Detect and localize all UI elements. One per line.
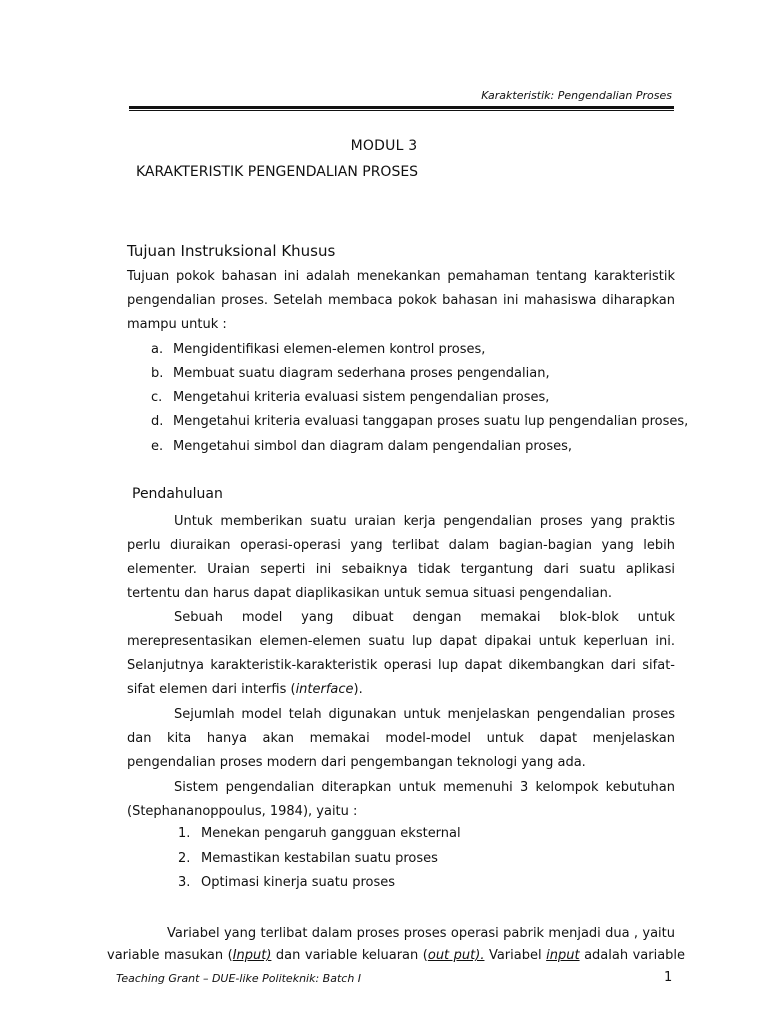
intro-paragraph-4: Sistem pengendalian diterapkan untuk memenuhi 3 kelompok kebutuhan (Stephananoppoulus, 1984), yaitu :	[127, 780, 675, 819]
italic-term: input	[546, 948, 580, 963]
list-text: Memastikan kestabilan suatu proses	[201, 851, 438, 866]
tik-intro: Tujuan pokok bahasan ini adalah menekankan pemahaman tentang karakteristik pengendalian proses. Setelah membaca pokok bahasan ini mahasiswa diharapkan mampu untuk :	[127, 269, 675, 332]
running-header: Karakteristik: Pengendalian Proses	[481, 89, 672, 102]
italic-term: out put).	[427, 948, 485, 963]
list-marker: d.	[151, 414, 164, 429]
list-text: Mengidentifikasi elemen-elemen kontrol proses,	[173, 342, 486, 357]
list-marker: b.	[151, 366, 164, 381]
list-marker: 1.	[178, 826, 191, 841]
paragraph-text: ).	[353, 682, 363, 697]
module-label: MODUL 3	[350, 138, 418, 154]
list-text: Mengetahui kriteria evaluasi tanggapan proses suatu lup pengendalian proses,	[173, 414, 689, 429]
intro-paragraph-2	[127, 606, 675, 702]
footer-text: Teaching Grant – DUE-like Politeknik: Batch I	[116, 972, 362, 985]
intro-paragraph-3: Sejumlah model telah digunakan untuk menjelaskan pengendalian proses dan kita hanya akan memakai model-model untuk dapat menjelaskan pengendalian proses modern dari pengembangan teknologi yang ada.	[127, 707, 675, 770]
paragraph-text: Sebuah model yang dibuat dengan memakai blok-blok untuk merepresentasikan elemen-elemen suatu lup dapat dipakai untuk keperluan ini. Selanjutnya karakteristik-karakteristik operasi lup dapat dikembangkan dari sifat-sifat elemen dari interfis (	[127, 610, 675, 697]
intro-paragraph-6	[107, 944, 685, 968]
tik-heading: Tujuan Instruksional Khusus	[127, 242, 336, 260]
list-marker: 2.	[178, 851, 191, 866]
header-rule	[129, 106, 674, 111]
paragraph-text: adalah variable	[579, 948, 686, 963]
list-marker: 3.	[178, 875, 191, 890]
paragraph-text: dan variable keluaran (	[271, 948, 428, 963]
paragraph-text: Variabel	[484, 948, 547, 963]
list-text: Menekan pengaruh gangguan eksternal	[201, 826, 461, 841]
italic-term: Input)	[232, 948, 272, 963]
italic-term: interface	[295, 682, 354, 697]
list-marker: c.	[151, 390, 163, 405]
list-text: Membuat suatu diagram sederhana proses pengendalian,	[173, 366, 550, 381]
list-text: Mengetahui kriteria evaluasi sistem pengendalian proses,	[173, 390, 550, 405]
paragraph-text: variable masukan (	[107, 948, 233, 963]
intro-heading: Pendahuluan	[132, 486, 223, 502]
list-marker: a.	[151, 342, 164, 357]
page-number: 1	[664, 970, 673, 985]
list-text: Optimasi kinerja suatu proses	[201, 875, 396, 890]
module-title: KARAKTERISTIK PENGENDALIAN PROSES	[136, 164, 419, 180]
list-text: Mengetahui simbol dan diagram dalam pengendalian proses,	[173, 439, 573, 454]
list-marker: e.	[151, 439, 164, 454]
intro-paragraph-5: Variabel yang terlibat dalam proses proses operasi pabrik menjadi dua , yaitu	[167, 926, 675, 941]
intro-paragraph-1: Untuk memberikan suatu uraian kerja pengendalian proses yang praktis perlu diuraikan operasi-operasi yang terlibat dalam bagian-bagian yang lebih elementer. Uraian seperti ini sebaiknya tidak tergantung dari suatu aplikasi tertentu dan harus dapat diaplikasikan untuk semua situasi pengendalian.	[127, 514, 675, 601]
